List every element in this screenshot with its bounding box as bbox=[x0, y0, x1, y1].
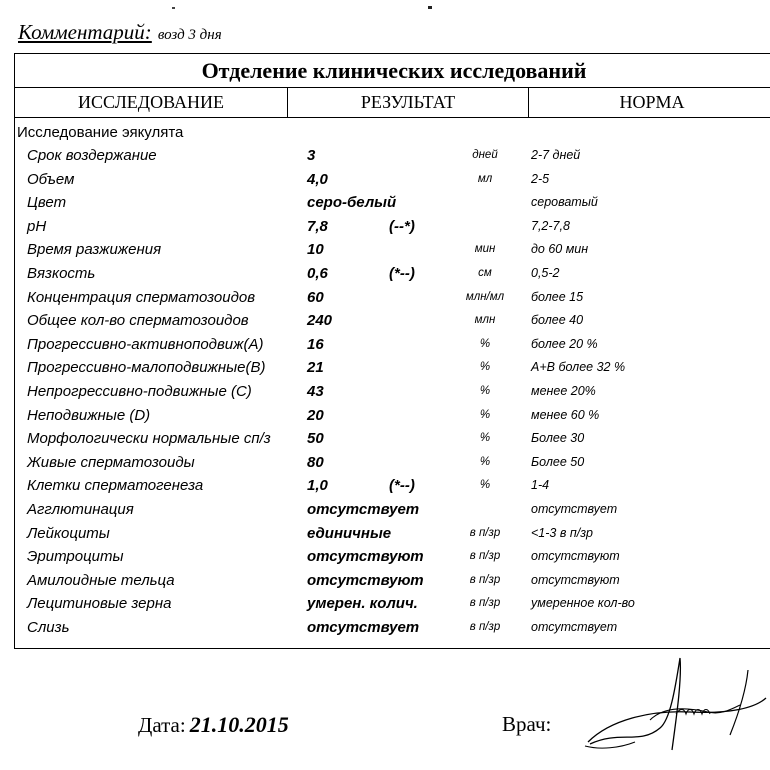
row-name: pH bbox=[27, 217, 47, 235]
row-result: 3 bbox=[307, 147, 316, 164]
row-name: Общее кол-во сперматозоидов bbox=[27, 312, 249, 330]
row-result: 4,0 bbox=[307, 170, 328, 188]
row-unit: в п/зр bbox=[469, 620, 501, 633]
doctor-label: Врач: bbox=[502, 712, 552, 736]
row-unit: % bbox=[479, 384, 491, 397]
row-result: 10 bbox=[307, 241, 324, 259]
row-result: 0,6 bbox=[307, 264, 328, 282]
row-result: умерен. колич. bbox=[307, 595, 418, 613]
row-name: Вязкость bbox=[27, 264, 96, 282]
table-row bbox=[15, 286, 770, 310]
result-rows bbox=[15, 144, 770, 639]
row-result: отсутствует bbox=[307, 618, 420, 636]
row-name: Прогрессивно-активноподвиж(А) bbox=[27, 335, 264, 353]
row-norm: А+В более 32 % bbox=[531, 360, 626, 375]
row-name: Цвет bbox=[27, 194, 67, 212]
row-unit: % bbox=[479, 455, 491, 468]
table-row bbox=[15, 451, 770, 475]
row-flag: (--*) bbox=[389, 217, 415, 235]
table-row bbox=[15, 427, 770, 451]
row-unit: мл bbox=[477, 172, 493, 185]
header-result: РЕЗУЛЬТАТ bbox=[288, 88, 529, 117]
header-norm: НОРМА bbox=[619, 92, 685, 112]
row-norm: отсутствуют bbox=[531, 572, 620, 587]
row-result: отсутствуют bbox=[307, 548, 424, 566]
table-row bbox=[15, 262, 770, 286]
table-row bbox=[15, 498, 770, 522]
row-name: Морфологически нормальные сп/з bbox=[27, 430, 271, 448]
table-row bbox=[15, 474, 770, 498]
row-name: Непрогрессивно-подвижные (С) bbox=[27, 382, 252, 400]
row-result: 50 bbox=[307, 430, 324, 448]
comment-label: Комментарий: bbox=[18, 20, 152, 44]
row-norm: 1-4 bbox=[531, 478, 550, 493]
row-flag: (*--) bbox=[389, 477, 415, 495]
row-norm: умеренное кол-во bbox=[531, 596, 635, 611]
row-result: 60 bbox=[307, 288, 324, 306]
row-norm: Более 30 bbox=[531, 431, 585, 446]
row-unit: в п/зр bbox=[469, 526, 501, 539]
row-unit: в п/зр bbox=[469, 573, 501, 586]
row-name: Концентрация сперматозоидов bbox=[27, 288, 256, 306]
row-result: отсутствует bbox=[307, 500, 420, 518]
row-unit: % bbox=[479, 432, 491, 445]
row-flag: (*--) bbox=[389, 264, 415, 282]
row-norm: менее 20% bbox=[531, 383, 596, 398]
date-line bbox=[138, 712, 289, 738]
row-norm: более 20 % bbox=[531, 336, 598, 351]
scan-artifact bbox=[428, 6, 432, 9]
section-title: Исследование эякулята bbox=[17, 124, 184, 141]
table-row bbox=[15, 333, 770, 357]
row-name: Агглютинация bbox=[27, 500, 134, 518]
row-norm: отсутствуют bbox=[531, 549, 620, 564]
row-name: Срок воздержание bbox=[27, 147, 157, 164]
comment-value: возд 3 дня bbox=[157, 27, 222, 43]
row-norm: 2-7 дней bbox=[531, 148, 581, 162]
table-row bbox=[15, 144, 770, 168]
row-result: 16 bbox=[307, 335, 324, 353]
row-norm: <1-3 в п/зр bbox=[531, 525, 593, 540]
row-result: серо-белый bbox=[307, 194, 397, 212]
table-row bbox=[15, 215, 770, 239]
date-value: 21.10.2015 bbox=[189, 712, 289, 737]
row-norm: менее 60 % bbox=[531, 407, 600, 422]
row-norm: отсутствует bbox=[531, 619, 618, 634]
row-name: Прогрессивно-малоподвижные(В) bbox=[27, 359, 266, 377]
row-unit: см bbox=[478, 266, 492, 279]
row-norm: более 15 bbox=[531, 289, 584, 304]
row-norm: более 40 bbox=[531, 313, 584, 328]
table-row bbox=[15, 309, 770, 333]
row-norm: 0,5-2 bbox=[531, 265, 560, 280]
row-unit: млн/мл bbox=[465, 290, 505, 303]
row-unit: млн bbox=[474, 314, 496, 327]
row-result: 20 bbox=[307, 406, 324, 424]
header-study: ИССЛЕДОВАНИЕ bbox=[15, 88, 288, 117]
table-row bbox=[15, 569, 770, 593]
table-row bbox=[15, 168, 770, 192]
handwritten-signature-icon bbox=[580, 650, 770, 765]
table-row bbox=[15, 356, 770, 380]
table-row bbox=[15, 380, 770, 404]
row-name: Время разжижения bbox=[27, 241, 162, 259]
row-result: 43 bbox=[307, 382, 324, 400]
row-norm: до 60 мин bbox=[531, 242, 589, 257]
row-result: 7,8 bbox=[307, 217, 328, 235]
row-unit: мин bbox=[474, 243, 496, 256]
row-name: Лейкоциты bbox=[27, 524, 110, 542]
row-unit: % bbox=[479, 337, 491, 350]
row-result: единичные bbox=[307, 524, 392, 542]
table-header-row bbox=[15, 88, 770, 118]
row-name: Амилоидные тельца bbox=[27, 571, 175, 589]
table-row bbox=[15, 616, 770, 640]
date-label: Дата: bbox=[138, 713, 186, 737]
row-unit: % bbox=[479, 361, 491, 374]
table-row bbox=[15, 592, 770, 616]
report-table bbox=[14, 53, 770, 649]
row-name: Живые сперматозоиды bbox=[27, 453, 195, 471]
row-name: Неподвижные (D) bbox=[27, 406, 151, 424]
row-norm: сероватый bbox=[531, 195, 598, 210]
comment-line bbox=[18, 20, 222, 45]
department-title: Отделение клинических исследований bbox=[15, 54, 770, 88]
row-norm: отсутствует bbox=[531, 501, 618, 516]
table-row bbox=[15, 545, 770, 569]
row-norm: 7,2-7,8 bbox=[531, 218, 570, 233]
row-unit: в п/зр bbox=[469, 597, 501, 610]
row-name: Эритроциты bbox=[27, 548, 124, 566]
row-result: 1,0 bbox=[307, 477, 328, 495]
row-norm: 2-5 bbox=[531, 171, 550, 186]
row-result: 240 bbox=[307, 312, 333, 330]
row-unit: % bbox=[479, 408, 491, 421]
table-row bbox=[15, 191, 770, 215]
row-name: Лецитиновые зерна bbox=[27, 595, 172, 613]
row-norm: Более 50 bbox=[531, 454, 585, 469]
table-row bbox=[15, 238, 770, 262]
row-unit: дней bbox=[472, 149, 498, 161]
row-name: Объем bbox=[27, 170, 75, 188]
row-result: 80 bbox=[307, 453, 324, 471]
table-row bbox=[15, 404, 770, 428]
row-name: Клетки сперматогенеза bbox=[27, 477, 204, 495]
row-unit: в п/зр bbox=[469, 550, 501, 563]
row-result: 21 bbox=[307, 359, 324, 377]
row-result: отсутствуют bbox=[307, 571, 424, 589]
scan-artifact bbox=[172, 7, 175, 9]
row-name: Слизь bbox=[27, 618, 70, 636]
row-unit: % bbox=[479, 479, 491, 492]
table-row bbox=[15, 522, 770, 546]
